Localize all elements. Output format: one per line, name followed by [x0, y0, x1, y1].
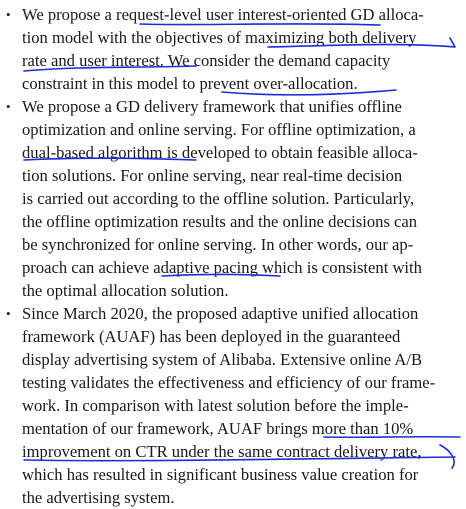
- text-line: We propose a request-level user interest-oriented GD alloca-: [22, 5, 424, 24]
- bullet-marker: •: [6, 7, 11, 22]
- bullet-marker: •: [6, 99, 11, 114]
- text-line: which has resulted in significant business value creation for: [22, 465, 419, 484]
- text-line: Since March 2020, the proposed adaptive unified allocation: [22, 304, 419, 323]
- text-line: constraint in this model to prevent over-allocation.: [22, 74, 358, 93]
- text-line: display advertising system of Alibaba. Extensive online A/B: [22, 350, 423, 369]
- text-line: work. In comparison with latest solution before the imple-: [22, 396, 409, 415]
- text-line: testing validates the effectiveness and efficiency of our frame-: [22, 373, 436, 392]
- text-line: be synchronized for online serving. In other words, our ap-: [22, 235, 414, 254]
- text-line: rate and user interest. We consider the demand capacity: [22, 51, 391, 70]
- text-line: tion model with the objectives of maximizing both delivery: [22, 28, 417, 47]
- text-line: dual-based algorithm is developed to obtain feasible alloca-: [22, 143, 418, 162]
- bullet-marker: •: [6, 306, 11, 321]
- text-line: the optimal allocation solution.: [22, 281, 229, 300]
- text-line: tion solutions. For online serving, near real-time decision: [22, 166, 403, 185]
- text-line: mentation of our framework, AUAF brings more than 10%: [22, 419, 414, 438]
- text-line: optimization and online serving. For offline optimization, a: [22, 120, 416, 139]
- text-line: improvement on CTR under the same contract delivery rate,: [22, 442, 422, 461]
- text-line: proach can achieve adaptive pacing which is consistent with: [22, 258, 422, 277]
- text-line: is carried out according to the offline solution. Particularly,: [22, 189, 415, 208]
- text-line: We propose a GD delivery framework that unifies offline: [22, 97, 402, 116]
- text-line: framework (AUAF) has been deployed in the guaranteed: [22, 327, 401, 346]
- underline-tail-mark: [440, 445, 454, 468]
- text-line: the offline optimization results and the online decisions can: [22, 212, 418, 231]
- text-line: the advertising system.: [22, 488, 175, 507]
